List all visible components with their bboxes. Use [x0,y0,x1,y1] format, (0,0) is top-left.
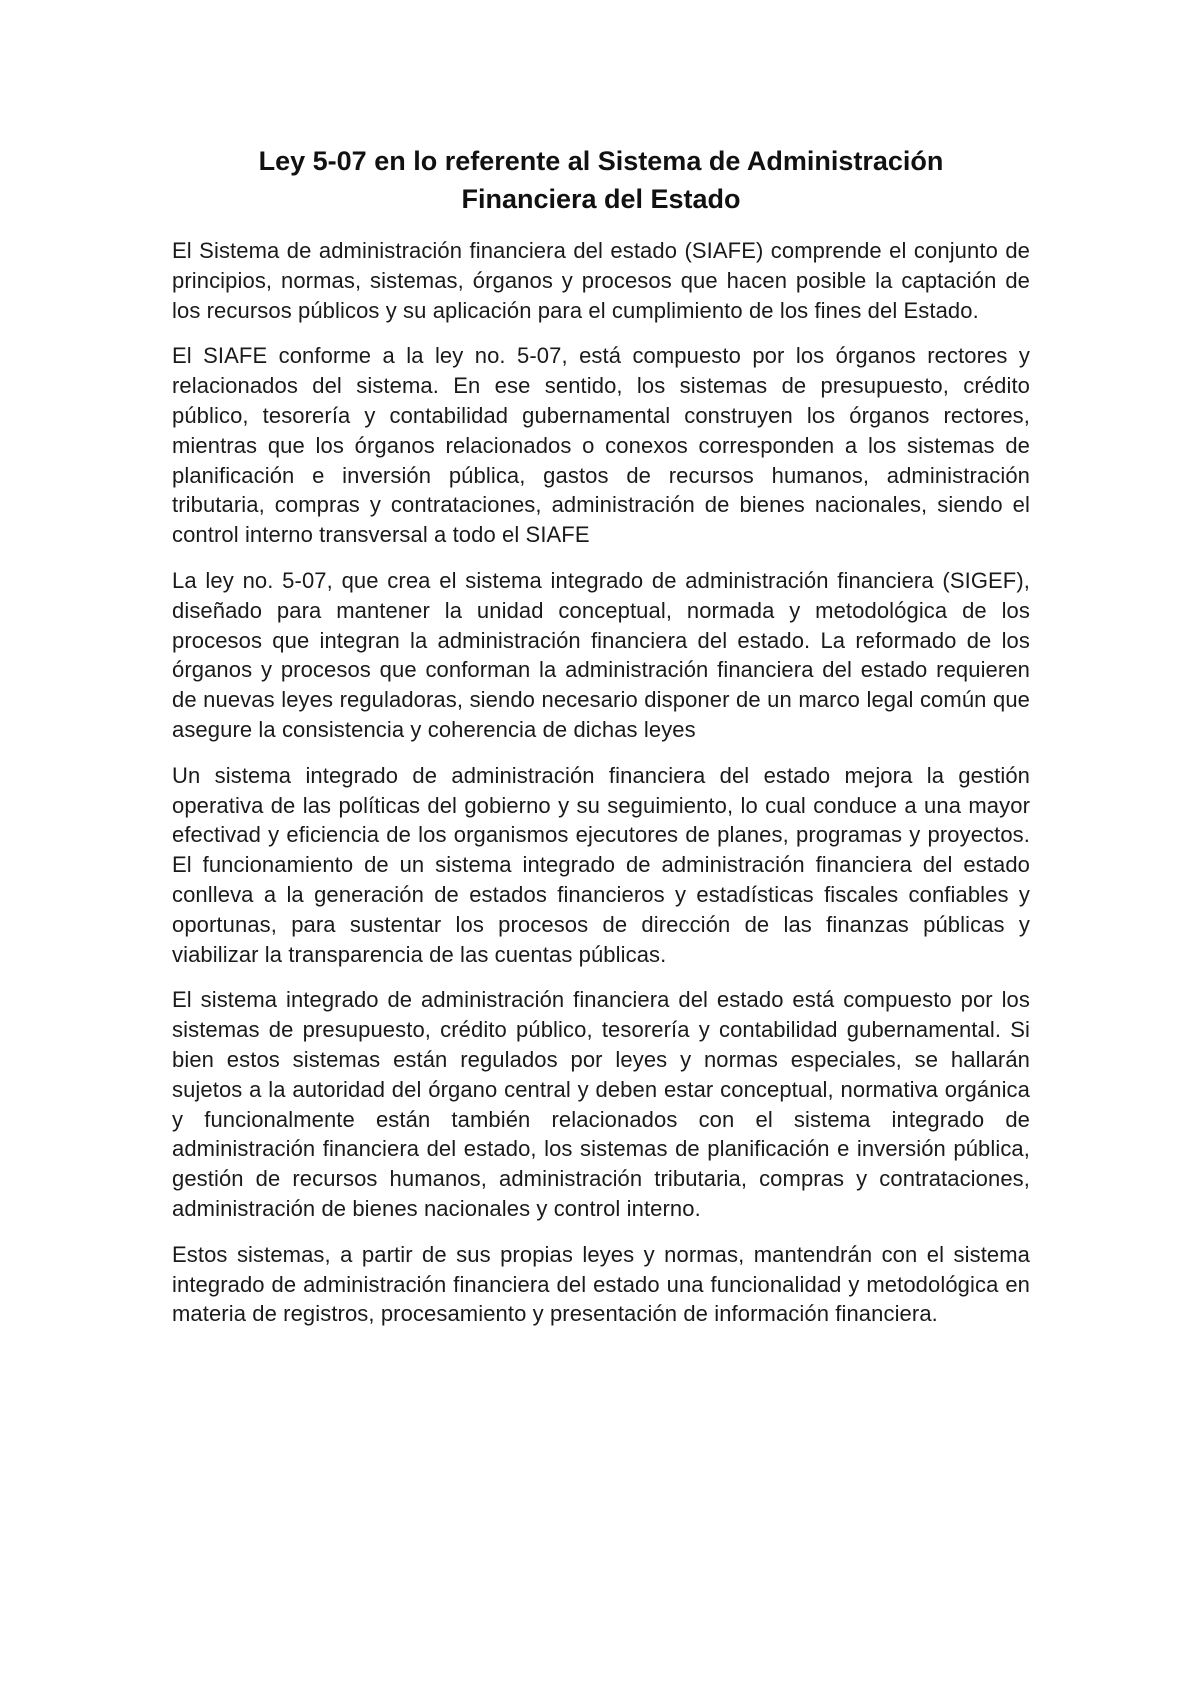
paragraph-3: La ley no. 5-07, que crea el sistema integrado de administración financiera (SIGEF), diseñado para mantener la unidad conceptual, normada y metodológica de los procesos que integran la administración financiera del estado. La reformado de los órganos y procesos que conforman la administración financiera del estado requieren de nuevas leyes reguladoras, siendo necesario disponer de un marco legal común que asegure la consistencia y coherencia de dichas leyes [172,567,1030,742]
paragraph-6: Estos sistemas, a partir de sus propias leyes y normas, mantendrán con el sistema integrado de administración financiera del estado una funcionalidad y metodológica en materia de registros, procesamiento y presentación de información financiera. [172,1241,1030,1327]
document-title [172,142,1030,218]
document-title-line-1: Ley 5-07 en lo referente al Sistema de Administración [258,146,944,176]
document-body [172,142,1030,1345]
paragraph-4: Un sistema integrado de administración financiera del estado mejora la gestión operativa de las políticas del gobierno y su seguimiento, lo cual conduce a una mayor efectivad y eficiencia de los organismos ejecutores de planes, programas y proyectos. El funcionamiento de un sistema integrado de administración financiera del estado conlleva a la generación de estados financieros y estadísticas fiscales confiables y oportunas, para sustentar los procesos de dirección de las finanzas públicas y viabilizar la transparencia de las cuentas públicas. [172,762,1030,967]
document-title-line-2: Financiera del Estado [461,184,741,214]
paragraph-5: El sistema integrado de administración financiera del estado está compuesto por los sistemas de presupuesto, crédito público, tesorería y contabilidad gubernamental. Si bien estos sistemas están regulados por leyes y normas especiales, se hallarán sujetos a la autoridad del órgano central y deben estar conceptual, normativa orgánica y funcionalmente están también relacionados con el sistema integrado de administración financiera del estado, los sistemas de planificación e inversión pública, gestión de recursos humanos, administración tributaria, compras y contrataciones, administración de bienes nacionales y control interno. [172,987,1030,1221]
paragraph-2: El SIAFE conforme a la ley no. 5-07, está compuesto por los órganos rectores y relacionados del sistema. En ese sentido, los sistemas de presupuesto, crédito público, tesorería y contabilidad gubernamental construyen los órganos rectores, mientras que los órganos relacionados o conexos corresponden a los sistemas de planificación e inversión pública, gastos de recursos humanos, administración tributaria, compras y contrataciones, administración de bienes nacionales, siendo el control interno transversal a todo el SIAFE [172,343,1030,548]
paragraph-1: El Sistema de administración financiera del estado (SIAFE) comprende el conjunto de principios, normas, sistemas, órganos y procesos que hacen posible la captación de los recursos públicos y su aplicación para el cumplimiento de los fines del Estado. [172,238,1030,323]
